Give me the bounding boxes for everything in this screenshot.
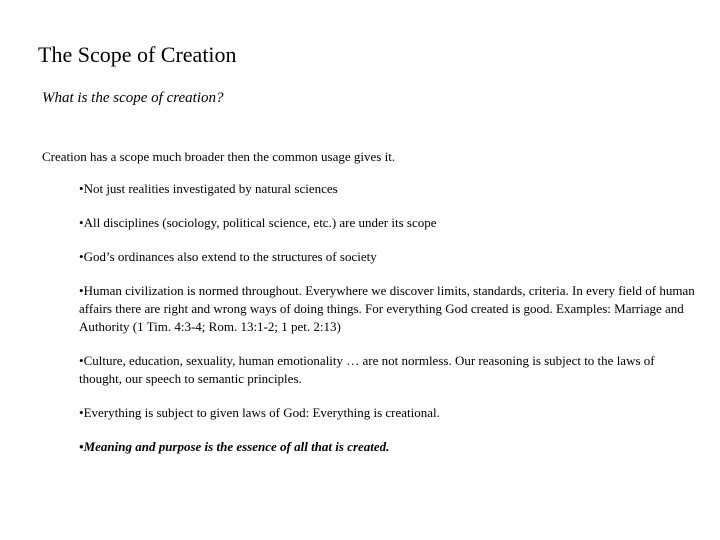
- bullet-marker: •: [79, 405, 84, 420]
- bullet-item: [79, 282, 699, 336]
- bullet-text: Meaning and purpose is the essence of all that is created.: [83, 439, 390, 454]
- bullet-marker: •: [79, 181, 84, 196]
- bullet-item: [79, 352, 699, 388]
- bullet-item: [79, 248, 699, 266]
- bullet-text: All disciplines (sociology, political science, etc.) are under its scope: [83, 215, 437, 230]
- slide-title: The Scope of Creation: [38, 42, 237, 67]
- bullet-text: God’s ordinances also extend to the structures of society: [83, 249, 377, 264]
- bullet-marker: •: [79, 215, 84, 230]
- bullet-item: [79, 180, 699, 198]
- bullet-item: [79, 404, 699, 422]
- bullet-item: [79, 214, 699, 232]
- bullet-marker: •: [79, 283, 84, 298]
- bullet-text: Not just realities investigated by natural sciences: [83, 181, 338, 196]
- bullet-marker: •: [79, 353, 84, 368]
- bullet-item-emphasis: [79, 438, 699, 456]
- slide-subtitle: What is the scope of creation?: [42, 90, 224, 106]
- bullet-text: Everything is subject to given laws of God: Everything is creational.: [83, 405, 440, 420]
- bullet-text: Human civilization is normed throughout. Everywhere we discover limits, standards, criteria. In every field of human affairs there are right and wrong ways of doing things. For everything God created is good. Examples: Marriage and Authority (1 Tim. 4:3-4; Rom. 13:1-2; 1 pet. 2:13): [79, 283, 695, 334]
- bullet-list: [79, 180, 699, 472]
- bullet-marker: •: [79, 249, 84, 264]
- bullet-marker: •: [79, 439, 84, 454]
- bullet-text: Culture, education, sexuality, human emotionality … are not normless. Our reasoning is subject to the laws of thought, our speech to semantic principles.: [79, 353, 655, 386]
- intro-text: Creation has a scope much broader then the common usage gives it.: [42, 149, 396, 164]
